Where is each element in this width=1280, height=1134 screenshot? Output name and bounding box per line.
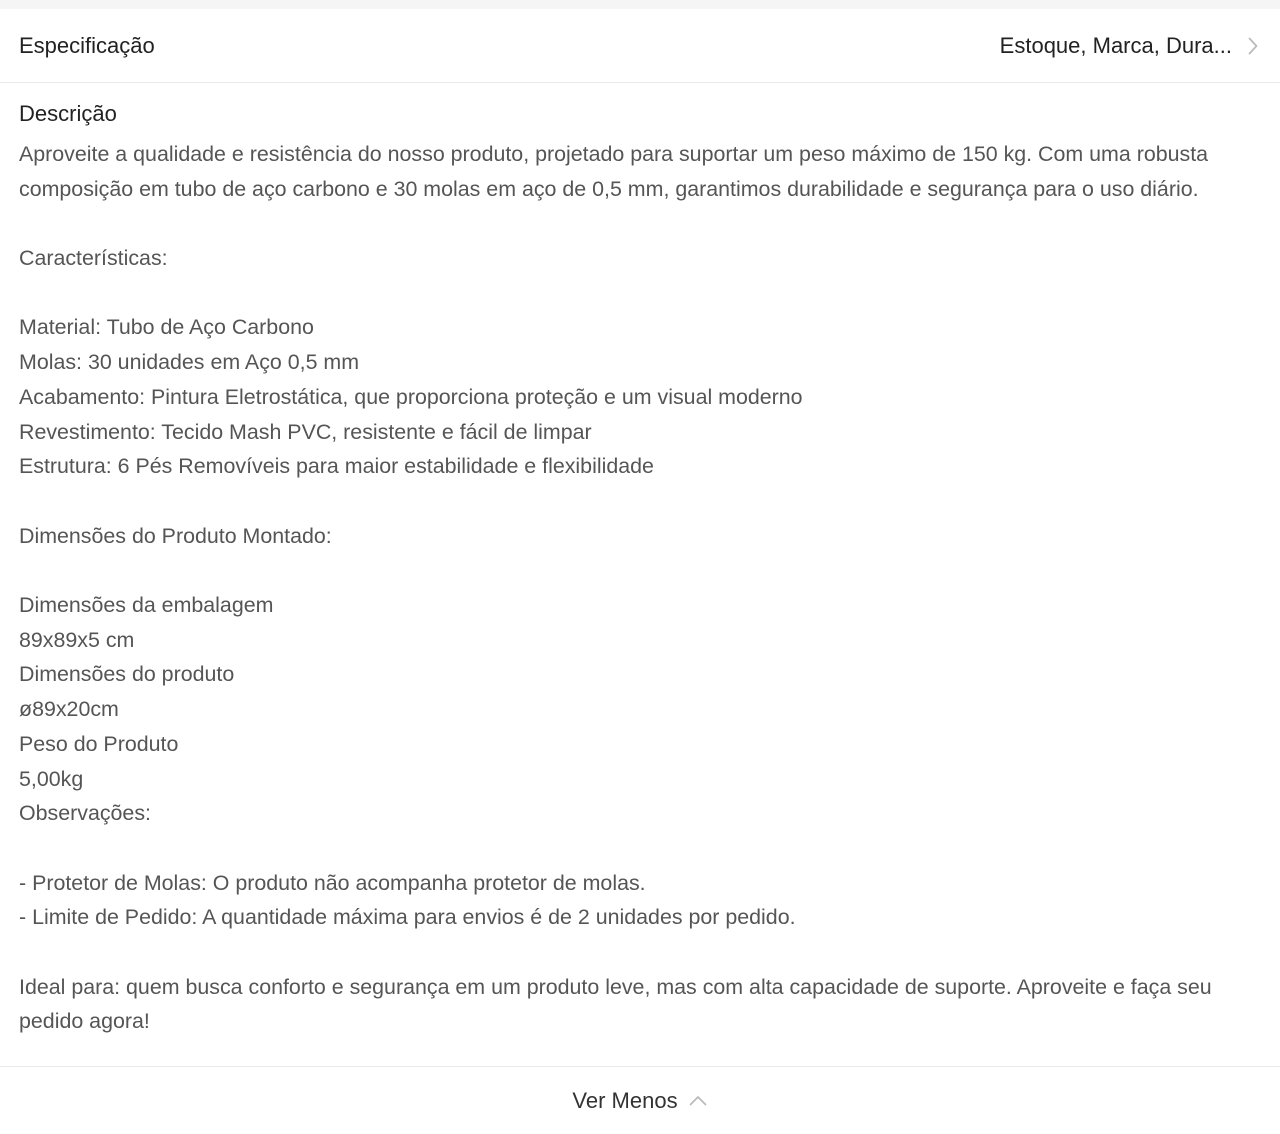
description-line: Peso do Produto [19, 731, 179, 756]
description-line: 89x89x5 cm [19, 627, 135, 652]
description-line [19, 831, 1261, 866]
description-line: Revestimento: Tecido Mash PVC, resistente e fácil de limpar [19, 419, 592, 444]
description-line: ø89x20cm [19, 697, 119, 722]
specification-title: Especificação [19, 32, 155, 58]
top-divider-strip [0, 0, 1280, 9]
description-line: composição em tubo de aço carbono e 30 molas em aço de 0,5 mm, garantimos durabilidade e segurança para o uso diário. [19, 176, 1199, 201]
description-line: pedido agora! [19, 1009, 150, 1034]
specification-row[interactable] [0, 9, 1280, 83]
specification-summary: Estoque, Marca, Dura... [999, 32, 1232, 58]
description-line: Acabamento: Pintura Eletrostática, que proporciona proteção e um visual moderno [19, 384, 803, 409]
description-line: Material: Tubo de Aço Carbono [19, 315, 314, 340]
description-line: Ideal para: quem busca conforto e segurança em um produto leve, mas com alta capacidade de suporte. Aproveite e faça seu [19, 974, 1212, 999]
description-line [19, 553, 1261, 588]
description-line: Características: [19, 246, 168, 271]
description-line [19, 206, 1261, 241]
description-line: - Protetor de Molas: O produto não acompanha protetor de molas. [19, 870, 646, 895]
description-body [19, 137, 1261, 1039]
chevron-up-icon [688, 1094, 708, 1108]
description-line: Observações: [19, 801, 151, 826]
chevron-right-icon [1246, 35, 1260, 57]
description-line: Molas: 30 unidades em Aço 0,5 mm [19, 350, 360, 375]
description-line: Dimensões do produto [19, 662, 235, 687]
description-section [0, 83, 1280, 1065]
description-line [19, 484, 1261, 519]
description-line: Dimensões do Produto Montado: [19, 523, 332, 548]
specification-summary-group[interactable] [1000, 33, 1260, 59]
description-line: - Limite de Pedido: A quantidade máxima para envios é de 2 unidades por pedido. [19, 905, 796, 930]
description-line: Aproveite a qualidade e resistência do nosso produto, projetado para suportar um peso máximo de 150 kg. Com uma robusta [19, 142, 1209, 166]
see-less-label: Ver Menos [572, 1087, 678, 1113]
see-less-button[interactable] [0, 1066, 1280, 1134]
description-line: Estrutura: 6 Pés Removíveis para maior estabilidade e flexibilidade [19, 454, 654, 479]
description-title: Descrição [19, 101, 117, 126]
description-line [19, 935, 1261, 970]
description-line [19, 276, 1261, 311]
description-line: Dimensões da embalagem [19, 593, 274, 618]
description-line: 5,00kg [19, 766, 84, 791]
